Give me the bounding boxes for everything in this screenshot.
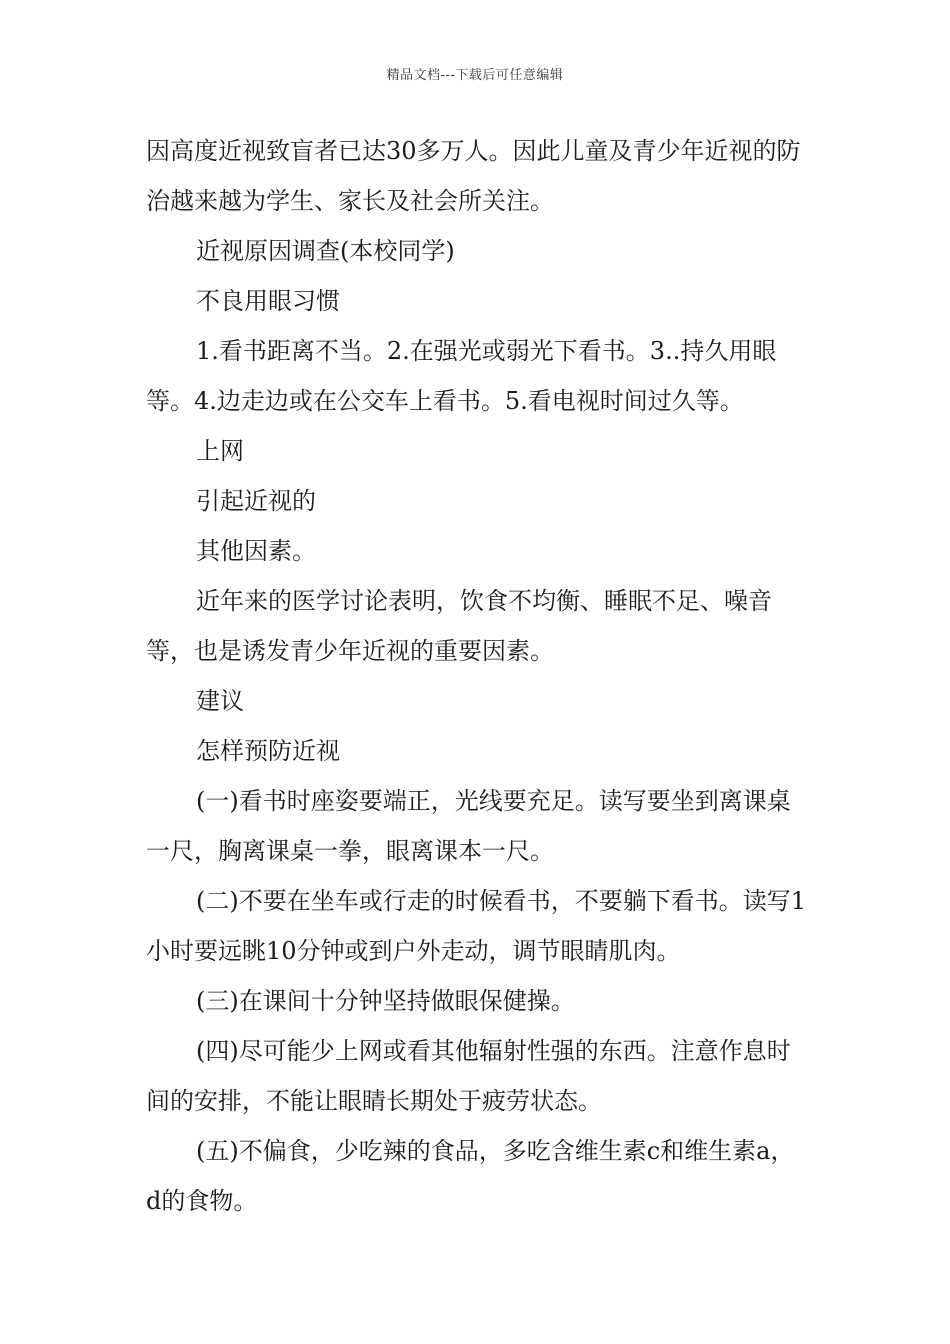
paragraph-10: 怎样预防近视 [196, 737, 340, 765]
paragraph-13: (三)在课间十分钟坚持做眼保健操。 [196, 987, 575, 1015]
paragraph-5: 上网 [196, 437, 244, 465]
paragraph-4: 1.看书距离不当。2.在强光或弱光下看书。3..持久用眼等。4.边走边或在公交车上看书。5.看电视时间过久等。 [146, 337, 777, 415]
paragraph-12: (二)不要在坐车或行走的时候看书，不要躺下看书。读写1小时要远眺10分钟或到户外走动，调节眼睛肌肉。 [146, 887, 806, 965]
paragraph-1: 因高度近视致盲者已达30多万人。因此儿童及青少年近视的防治越来越为学生、家长及社会所关注。 [146, 137, 801, 215]
paragraph-11: (一)看书时座姿要端正，光线要充足。读写要坐到离课桌一尺，胸离课桌一拳，眼离课本一尺。 [146, 787, 791, 865]
paragraph-3: 不良用眼习惯 [196, 287, 340, 315]
paragraph-2: 近视原因调查(本校同学) [196, 237, 455, 265]
paragraph-15: (五)不偏食，少吃辣的食品，多吃含维生素c和维生素a，d的食物。 [146, 1137, 795, 1215]
paragraph-6: 引起近视的 [196, 487, 316, 515]
page-header: 精品文档---下载后可任意编辑 [386, 68, 564, 83]
paragraph-14: (四)尽可能少上网或看其他辐射性强的东西。注意作息时间的安排，不能让眼睛长期处于疲劳状态。 [146, 1037, 791, 1115]
document-body [146, 126, 808, 1226]
paragraph-9: 建议 [196, 687, 244, 715]
paragraph-7: 其他因素。 [196, 537, 316, 565]
paragraph-8: 近年来的医学讨论表明，饮食不均衡、睡眠不足、噪音等，也是诱发青少年近视的重要因素。 [146, 587, 772, 665]
